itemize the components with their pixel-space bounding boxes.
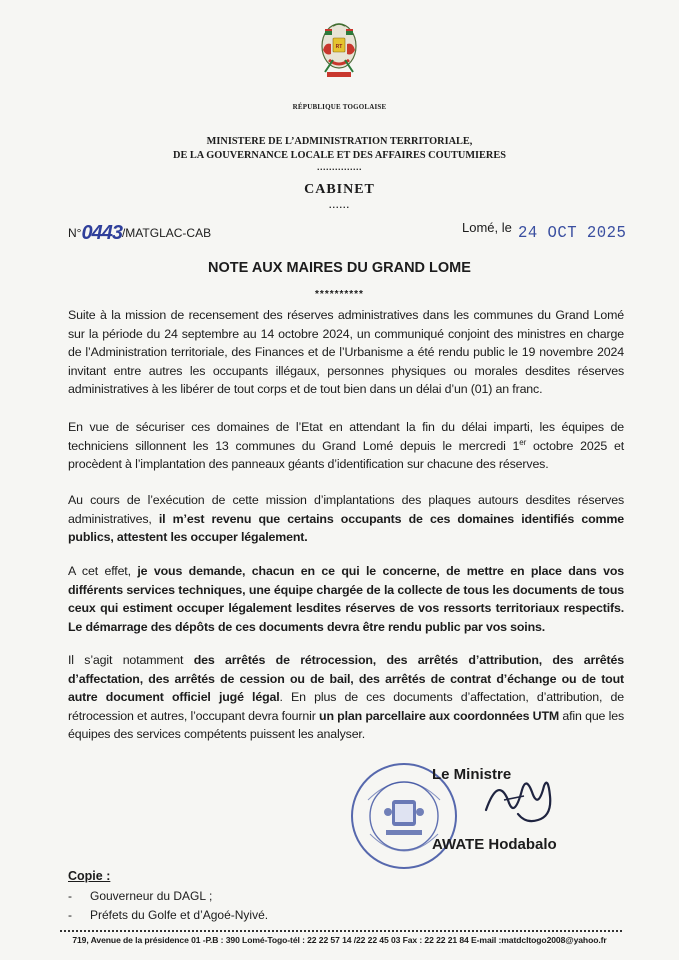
republic-label: RÉPUBLIQUE TOGOLAISE <box>292 103 387 111</box>
separator-dots: ............... <box>316 162 362 172</box>
paragraph-text: octobre 2025 et procèdent à l’implantation des panneaux géants d’identification sur chacune des réserves. <box>68 438 625 471</box>
bullet: - <box>68 908 72 922</box>
paragraph-emphasis: des arrêtés de rétrocession, des arrêtés d’attribution, des arrêtés d’affectation, des arrêtés de cession ou de bail, des arrêtés de contrat d’échange ou de tout autre document officiel jugé légal <box>68 653 624 704</box>
paragraph-request <box>68 562 624 636</box>
paragraph-text: afin que les équipes des services compétents puissent les analyser. <box>68 708 624 741</box>
place-label: Lomé, le <box>462 220 512 235</box>
copy-recipient-text: Gouverneur du DAGL ; <box>90 889 213 903</box>
svg-text:RT: RT <box>335 44 343 50</box>
ministry-name-line1: MINISTERE DE L’ADMINISTRATION TERRITORIALE, <box>206 136 473 147</box>
document-title: NOTE AUX MAIRES DU GRAND LOME <box>208 260 471 276</box>
paragraph-text: En vue de sécuriser ces domaines de l’Etat en attendant la fin du délai imparti, les équipes de techniciens sillonnent les 13 communes du Grand Lomé depuis le mercredi 1 <box>68 420 624 453</box>
paragraph-text: Au cours de l’exécution de cette mission d’implantations des plaques autours desdites réserves administratives, <box>68 493 624 526</box>
paragraph-emphasis: il m’est revenu que certains occupants de ces domaines identifiés comme publics, attestent les occuper légalement. <box>68 511 624 544</box>
copy-recipient-text: Préfets du Golfe et d’Agoé-Nyivé. <box>90 908 269 922</box>
paragraph-context <box>68 306 624 399</box>
paragraph-claims <box>68 491 624 547</box>
copy-list-label: Copie : <box>68 869 111 883</box>
reference-number <box>68 220 211 243</box>
date-stamp: 24 OCT 2025 <box>518 224 627 243</box>
reference-prefix: N° <box>68 226 82 240</box>
paragraph-text: Suite à la mission de recensement des réserves administratives dans les communes du Grand Lomé sur la période du 24 septembre au 14 octobre 2024, un communiqué conjoint des ministres en charge de l’Administration territoriale, des Finances et de l’Urbanisme a été rendu public le 19 novembre 2024 invitant entre autres les occupants illégaux, personnes physiques ou morales desdites réserves administratives à les libérer de tout corps et de tout bien dans un délai d’un (01) an franc. <box>68 308 624 396</box>
cabinet-heading: CABINET <box>304 182 375 197</box>
signatory-title: Le Ministre <box>432 766 512 783</box>
ministry-name-line2: DE LA GOUVERNANCE LOCALE ET DES AFFAIRES COUTUMIERES <box>173 150 506 161</box>
paragraph-documents <box>68 651 624 744</box>
signatory-name: AWATE Hodabalo <box>432 836 557 853</box>
paragraph-emphasis: un plan parcellaire aux coordonnées UTM <box>319 708 560 723</box>
copy-recipient <box>68 889 212 903</box>
handwritten-note-number: 0443 <box>81 222 122 244</box>
title-separator: ********** <box>315 289 364 300</box>
ordinal-superscript: er <box>519 437 527 447</box>
togo-coat-of-arms-emblem <box>311 20 367 100</box>
paragraph-text: . En plus de ces documents d’affectation, d’attribution, de rétrocession et autres, l’occupant devra fournir <box>68 690 624 723</box>
bullet: - <box>68 889 72 903</box>
copy-recipient <box>68 908 268 922</box>
paragraph-text: A cet effet, <box>68 564 138 578</box>
separator-dots: ...... <box>328 200 350 210</box>
reference-suffix: /MATGLAC-CAB <box>121 226 212 240</box>
footer-contact-info: 719, Avenue de la présidence 01 -P.B : 390 Lomé-Togo-tél : 22 22 57 14 /22 22 45 03 Fax : 22 22 21 84 E-mail :matdcltogo2008@yahoo.fr <box>72 935 607 945</box>
paragraph-emphasis: je vous demande, chacun en ce qui le concerne, de mettre en place dans vos différents services techniques, une équipe chargée de la collecte de tous les documents de tous ceux qui estiment occuper légalement lesdites réserves de vos ressorts territoriaux respectifs. Le démarrage des dépôts de ces documents devra être rendu public par vos soins. <box>68 564 624 634</box>
footer-divider <box>60 930 622 932</box>
paragraph-text: Il s’agit notamment <box>68 653 194 667</box>
paragraph-field-teams <box>68 418 624 474</box>
